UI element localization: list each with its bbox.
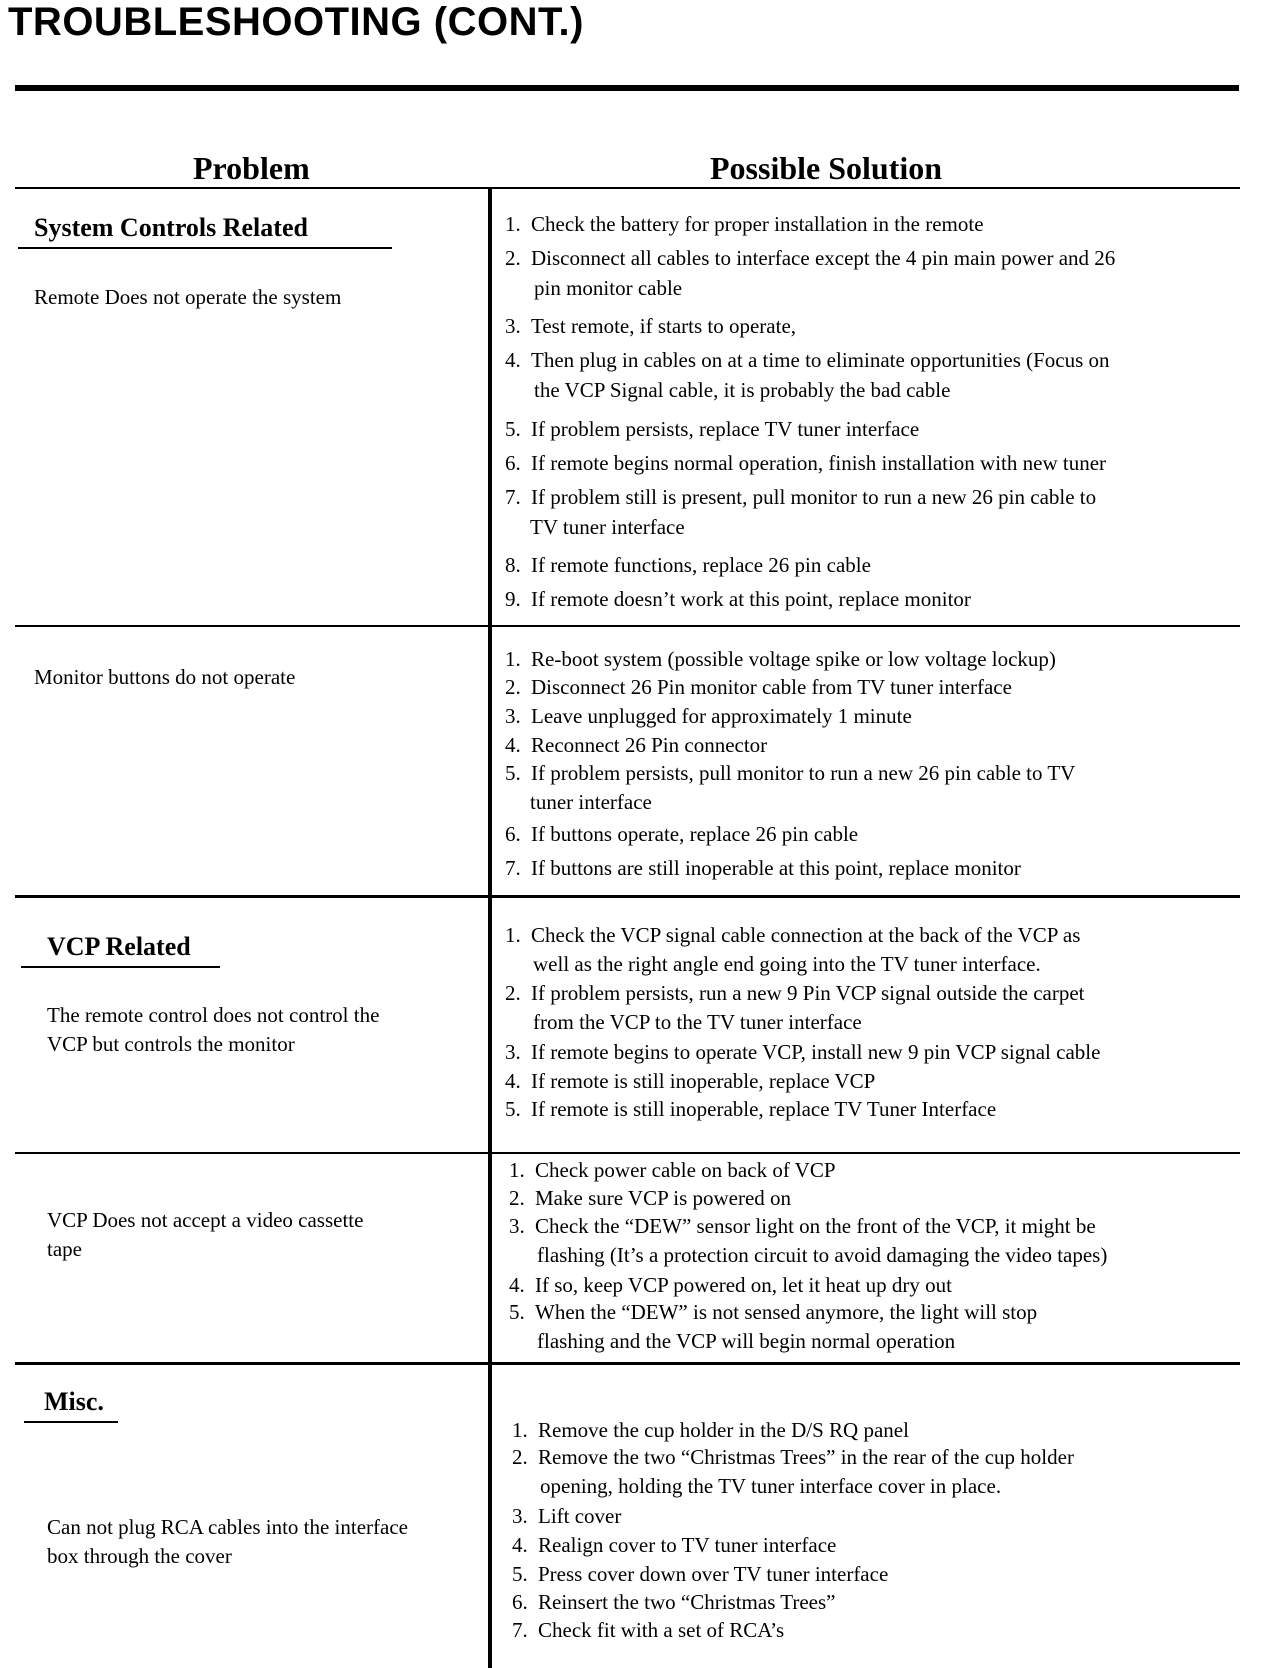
heading-underline xyxy=(24,1421,118,1423)
step-number: 7. xyxy=(505,485,521,509)
step-text: If remote is still inoperable, replace VCP xyxy=(531,1069,876,1093)
solution-step xyxy=(505,853,1021,883)
solution-step xyxy=(505,921,1080,979)
step-number: 6. xyxy=(505,822,521,846)
step-number: 4. xyxy=(512,1533,528,1557)
step-number: 5. xyxy=(512,1562,528,1586)
step-text: Check fit with a set of RCA’s xyxy=(538,1618,785,1642)
step-number: 3. xyxy=(512,1504,528,1528)
row-divider xyxy=(15,895,1240,898)
step-text: When the “DEW” is not sensed anymore, the light will stop xyxy=(535,1300,1038,1324)
step-text: Test remote, if starts to operate, xyxy=(531,314,797,338)
step-number: 7. xyxy=(505,856,521,880)
problem-text: The remote control does not control the VCP but controls the monitor xyxy=(47,1003,380,1056)
problem-text: Can not plug RCA cables into the interface box through the cover xyxy=(47,1515,408,1568)
step-text: If problem persists, pull monitor to run a new 26 pin cable to TV xyxy=(531,761,1076,785)
solution-step xyxy=(505,672,1012,702)
solution-step xyxy=(505,448,1106,478)
step-text-continued: tuner interface xyxy=(530,790,652,814)
solution-step xyxy=(505,584,971,614)
solution-step xyxy=(505,550,871,580)
section-heading-label: VCP Related xyxy=(47,932,191,961)
step-number: 5. xyxy=(509,1300,525,1324)
solution-step xyxy=(505,644,1056,674)
solution-step xyxy=(505,1094,996,1124)
step-number: 3. xyxy=(505,314,521,338)
section-heading-label: Misc. xyxy=(44,1387,104,1416)
step-number: 5. xyxy=(505,761,521,785)
solution-step xyxy=(505,209,984,239)
step-number: 3. xyxy=(505,1040,521,1064)
step-text: Check the battery for proper installation in the remote xyxy=(531,212,984,236)
step-number: 1. xyxy=(505,923,521,947)
row-divider xyxy=(15,1152,1240,1154)
step-number: 1. xyxy=(512,1418,528,1442)
step-number: 8. xyxy=(505,553,521,577)
step-text-continued: opening, holding the TV tuner interface cover in place. xyxy=(540,1474,1002,1498)
step-text: If remote begins to operate VCP, install new 9 pin VCP signal cable xyxy=(531,1040,1101,1064)
row-divider xyxy=(15,625,1240,627)
step-text: Then plug in cables on at a time to eliminate opportunities (Focus on xyxy=(531,348,1110,372)
step-text: Lift cover xyxy=(538,1504,622,1528)
step-text: If remote is still inoperable, replace TV Tuner Interface xyxy=(531,1097,997,1121)
step-number: 7. xyxy=(512,1618,528,1642)
step-text: Make sure VCP is powered on xyxy=(535,1186,792,1210)
solution-step xyxy=(505,701,912,731)
step-number: 4. xyxy=(505,1069,521,1093)
step-text: If buttons operate, replace 26 pin cable xyxy=(531,822,859,846)
step-text: Press cover down over TV tuner interface xyxy=(538,1562,889,1586)
solution-step xyxy=(509,1212,1107,1270)
step-number: 6. xyxy=(505,451,521,475)
solution-step xyxy=(512,1443,1074,1501)
step-text-continued: flashing and the VCP will begin normal operation xyxy=(537,1329,956,1353)
solution-step xyxy=(505,482,1096,542)
page-title: TROUBLESHOOTING (CONT.) xyxy=(8,0,584,44)
step-number: 4. xyxy=(509,1273,525,1297)
header-rule xyxy=(15,187,1240,189)
step-number: 2. xyxy=(509,1186,525,1210)
step-number: 2. xyxy=(505,246,521,270)
column-divider xyxy=(488,187,492,1668)
step-number: 2. xyxy=(505,675,521,699)
solution-step xyxy=(512,1615,784,1645)
step-text: If so, keep VCP powered on, let it heat up dry out xyxy=(535,1273,953,1297)
step-number: 4. xyxy=(505,733,521,757)
step-text: If remote doesn’t work at this point, replace monitor xyxy=(531,587,971,611)
section-heading-label: System Controls Related xyxy=(34,213,308,242)
solution-step xyxy=(512,1501,621,1531)
solution-step xyxy=(505,311,796,341)
solution-step xyxy=(505,759,1075,817)
step-text: Leave unplugged for approximately 1 minute xyxy=(531,704,912,728)
solution-step xyxy=(505,243,1115,303)
solution-step xyxy=(505,979,1085,1037)
solution-step xyxy=(505,1037,1100,1067)
step-number: 9. xyxy=(505,587,521,611)
step-text-continued: TV tuner interface xyxy=(530,515,685,539)
step-number: 4. xyxy=(505,348,521,372)
step-number: 3. xyxy=(509,1214,525,1238)
step-text: If problem persists, run a new 9 Pin VCP signal outside the carpet xyxy=(531,981,1085,1005)
step-text-continued: from the VCP to the TV tuner interface xyxy=(533,1010,862,1034)
step-text: Disconnect all cables to interface except the 4 pin main power and 26 xyxy=(531,246,1116,270)
solution-column-header: Possible Solution xyxy=(710,150,943,186)
solution-step xyxy=(509,1298,1037,1356)
solution-step xyxy=(509,1155,836,1185)
problem-text: VCP Does not accept a video cassette tape xyxy=(47,1208,364,1261)
section-heading-system-controls xyxy=(34,213,308,245)
solution-step xyxy=(505,819,858,849)
step-number: 5. xyxy=(505,417,521,441)
step-number: 1. xyxy=(505,647,521,671)
section-heading-vcp xyxy=(47,932,191,964)
step-text: If problem still is present, pull monitor to run a new 26 pin cable to xyxy=(531,485,1097,509)
step-text-continued: flashing (It’s a protection circuit to avoid damaging the video tapes) xyxy=(537,1243,1108,1267)
solution-step xyxy=(505,730,767,760)
row-divider xyxy=(15,1362,1240,1365)
step-text: Check the VCP signal cable connection at the back of the VCP as xyxy=(531,923,1081,947)
section-heading-misc xyxy=(44,1387,104,1419)
step-text: Check power cable on back of VCP xyxy=(535,1158,836,1182)
step-text: Reconnect 26 Pin connector xyxy=(531,733,768,757)
step-number: 1. xyxy=(509,1158,525,1182)
step-text-continued: well as the right angle end going into the TV tuner interface. xyxy=(533,952,1041,976)
solution-step xyxy=(505,414,919,444)
step-text: Disconnect 26 Pin monitor cable from TV tuner interface xyxy=(531,675,1012,699)
heading-underline xyxy=(21,966,220,968)
step-number: 1. xyxy=(505,212,521,236)
step-text: Reinsert the two “Christmas Trees” xyxy=(538,1590,836,1614)
solution-step xyxy=(505,345,1110,405)
problem-text: Monitor buttons do not operate xyxy=(34,665,296,689)
step-text-continued: pin monitor cable xyxy=(534,276,683,300)
step-number: 6. xyxy=(512,1590,528,1614)
step-number: 2. xyxy=(505,981,521,1005)
step-text: Check the “DEW” sensor light on the front of the VCP, it might be xyxy=(535,1214,1096,1238)
step-text: Remove the cup holder in the D/S RQ panel xyxy=(538,1418,909,1442)
step-text: If remote begins normal operation, finish installation with new tuner xyxy=(531,451,1107,475)
step-number: 2. xyxy=(512,1445,528,1469)
solution-step xyxy=(512,1415,909,1445)
step-number: 5. xyxy=(505,1097,521,1121)
solution-step xyxy=(505,1066,875,1096)
solution-step xyxy=(512,1530,836,1560)
title-divider xyxy=(15,85,1239,91)
step-number: 3. xyxy=(505,704,521,728)
problem-column-header: Problem xyxy=(193,150,310,186)
step-text: If buttons are still inoperable at this point, replace monitor xyxy=(531,856,1021,880)
step-text: If problem persists, replace TV tuner interface xyxy=(531,417,920,441)
step-text: If remote functions, replace 26 pin cable xyxy=(531,553,871,577)
step-text: Remove the two “Christmas Trees” in the rear of the cup holder xyxy=(538,1445,1074,1469)
step-text: Realign cover to TV tuner interface xyxy=(538,1533,837,1557)
problem-text: Remote Does not operate the system xyxy=(34,285,342,309)
heading-underline xyxy=(18,247,392,249)
solution-step xyxy=(512,1559,888,1589)
solution-step xyxy=(512,1587,835,1617)
solution-step xyxy=(509,1183,791,1213)
step-text: Re-boot system (possible voltage spike or low voltage lockup) xyxy=(531,647,1056,671)
solution-step xyxy=(509,1270,952,1300)
step-text-continued: the VCP Signal cable, it is probably the bad cable xyxy=(534,378,951,402)
